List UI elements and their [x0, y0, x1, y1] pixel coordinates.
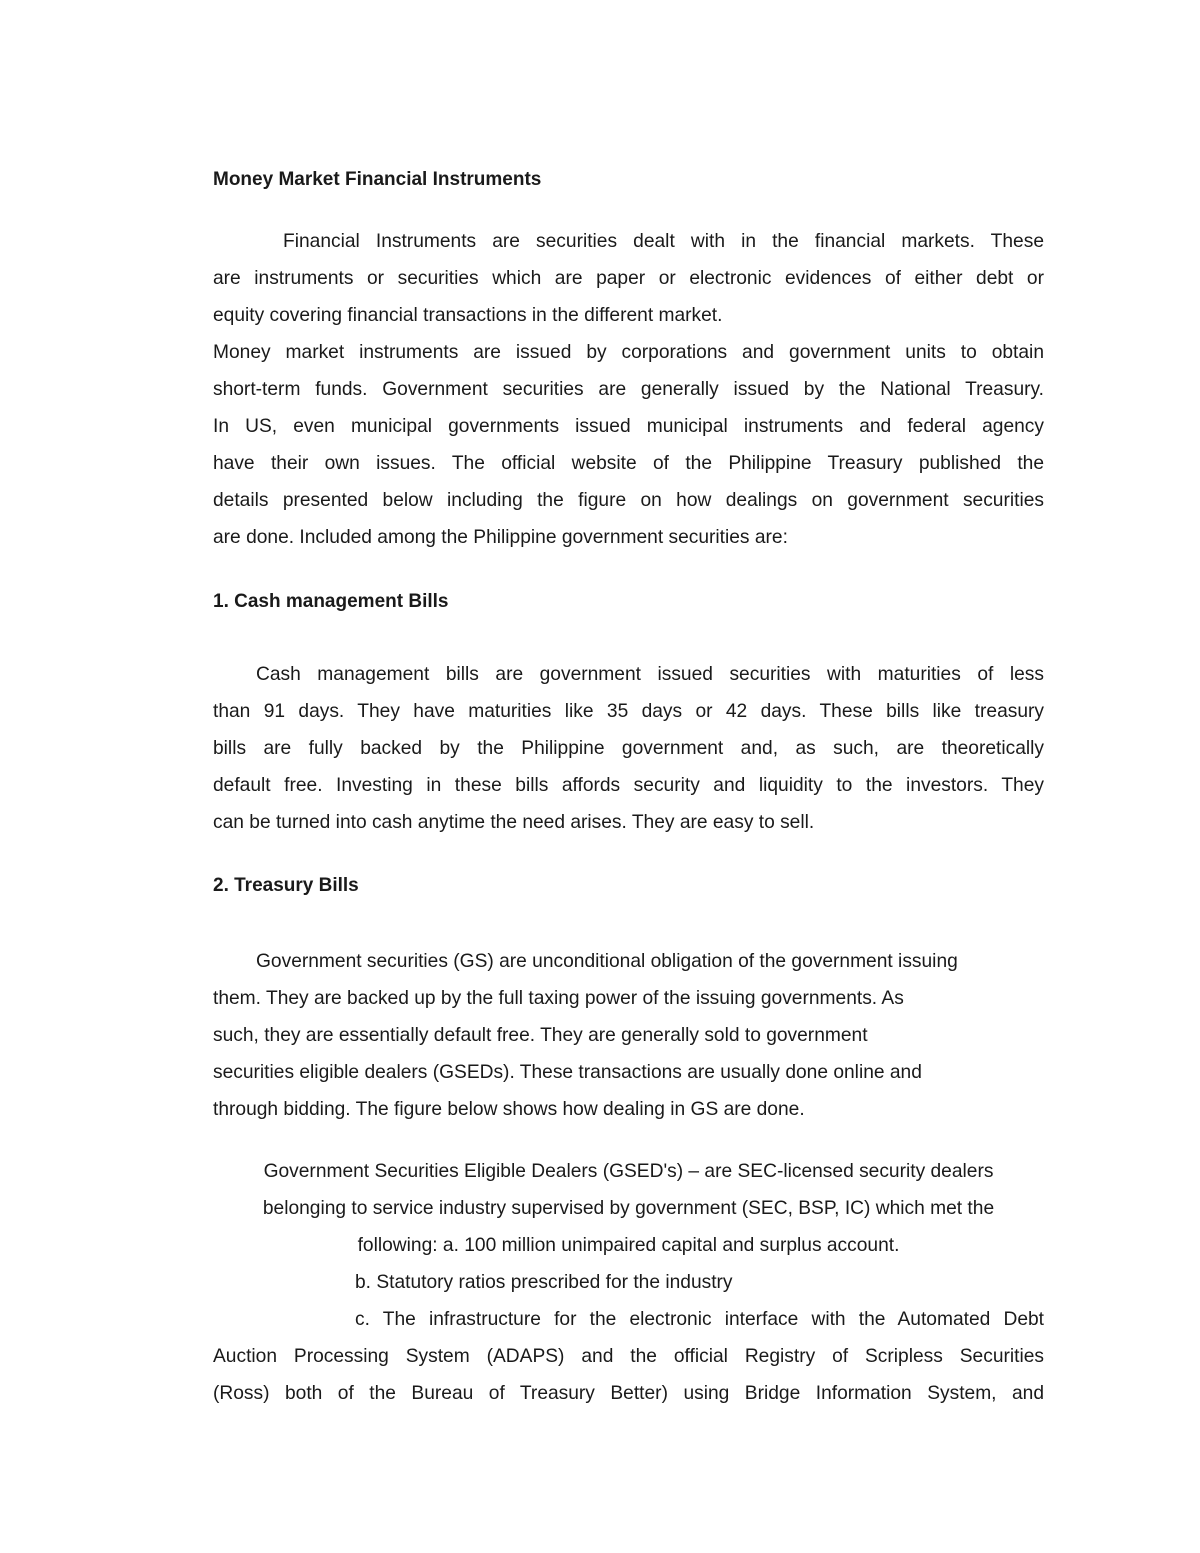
text-line: such, they are essentially default free. They are generally sold to government	[213, 1025, 868, 1046]
text-line: (Ross) both of the Bureau of Treasury Better) using Bridge Information System, and	[213, 1383, 1044, 1404]
document-title: Money Market Financial Instruments	[213, 169, 542, 190]
text-line: are done. Included among the Philippine government securities are:	[213, 527, 788, 548]
text-line: securities eligible dealers (GSEDs). These transactions are usually done online and	[213, 1062, 922, 1083]
text-line: In US, even municipal governments issued municipal instruments and federal agency	[213, 416, 1044, 437]
text-line: Auction Processing System (ADAPS) and the official Registry of Scripless Securities	[213, 1346, 1044, 1367]
text-line: them. They are backed up by the full taxing power of the issuing governments. As	[213, 988, 904, 1009]
text-line: have their own issues. The official website of the Philippine Treasury published the	[213, 453, 1044, 474]
requirement-b: b. Statutory ratios prescribed for the industry	[355, 1272, 733, 1293]
text-line: Cash management bills are government issued securities with maturities of less	[256, 664, 1044, 685]
gsed-definition	[213, 1153, 1044, 1264]
text-line: short-term funds. Government securities are generally issued by the National Treasury.	[213, 379, 1044, 400]
text-line: Government Securities Eligible Dealers (GSED's) – are SEC-licensed security dealers	[263, 1161, 994, 1182]
text-line: Government securities (GS) are unconditional obligation of the government issuing	[256, 951, 958, 972]
section-heading-cash-management: 1. Cash management Bills	[213, 591, 449, 612]
text-line: details presented below including the figure on how dealings on government securities	[213, 490, 1044, 511]
text-line: default free. Investing in these bills affords security and liquidity to the investors. They	[213, 775, 1044, 796]
gsed-requirements	[213, 1264, 1044, 1412]
text-line: are instruments or securities which are paper or electronic evidences of either debt or	[213, 268, 1044, 289]
text-line: Money market instruments are issued by corporations and government units to obtain	[213, 342, 1044, 363]
text-line: can be turned into cash anytime the need arises. They are easy to sell.	[213, 812, 815, 833]
text-line: equity covering financial transactions in the different market.	[213, 305, 723, 326]
text-line: than 91 days. They have maturities like 35 days or 42 days. These bills like treasury	[213, 701, 1044, 722]
text-line: bills are fully backed by the Philippine government and, as such, are theoretically	[213, 738, 1044, 759]
intro-paragraph	[213, 223, 1044, 334]
text-line: through bidding. The figure below shows how dealing in GS are done.	[213, 1099, 805, 1120]
money-market-paragraph	[213, 334, 1044, 556]
cash-management-paragraph	[213, 656, 1044, 841]
text-line: following: a. 100 million unimpaired capital and surplus account.	[357, 1235, 900, 1256]
text-line: Financial Instruments are securities dealt with in the financial markets. These	[283, 231, 1044, 252]
treasury-bills-paragraph	[213, 943, 1044, 1128]
text-line: belonging to service industry supervised by government (SEC, BSP, IC) which met the	[262, 1198, 995, 1219]
requirement-c: c. The infrastructure for the electronic interface with the Automated Debt	[355, 1309, 1044, 1330]
section-heading-treasury-bills: 2. Treasury Bills	[213, 875, 359, 896]
